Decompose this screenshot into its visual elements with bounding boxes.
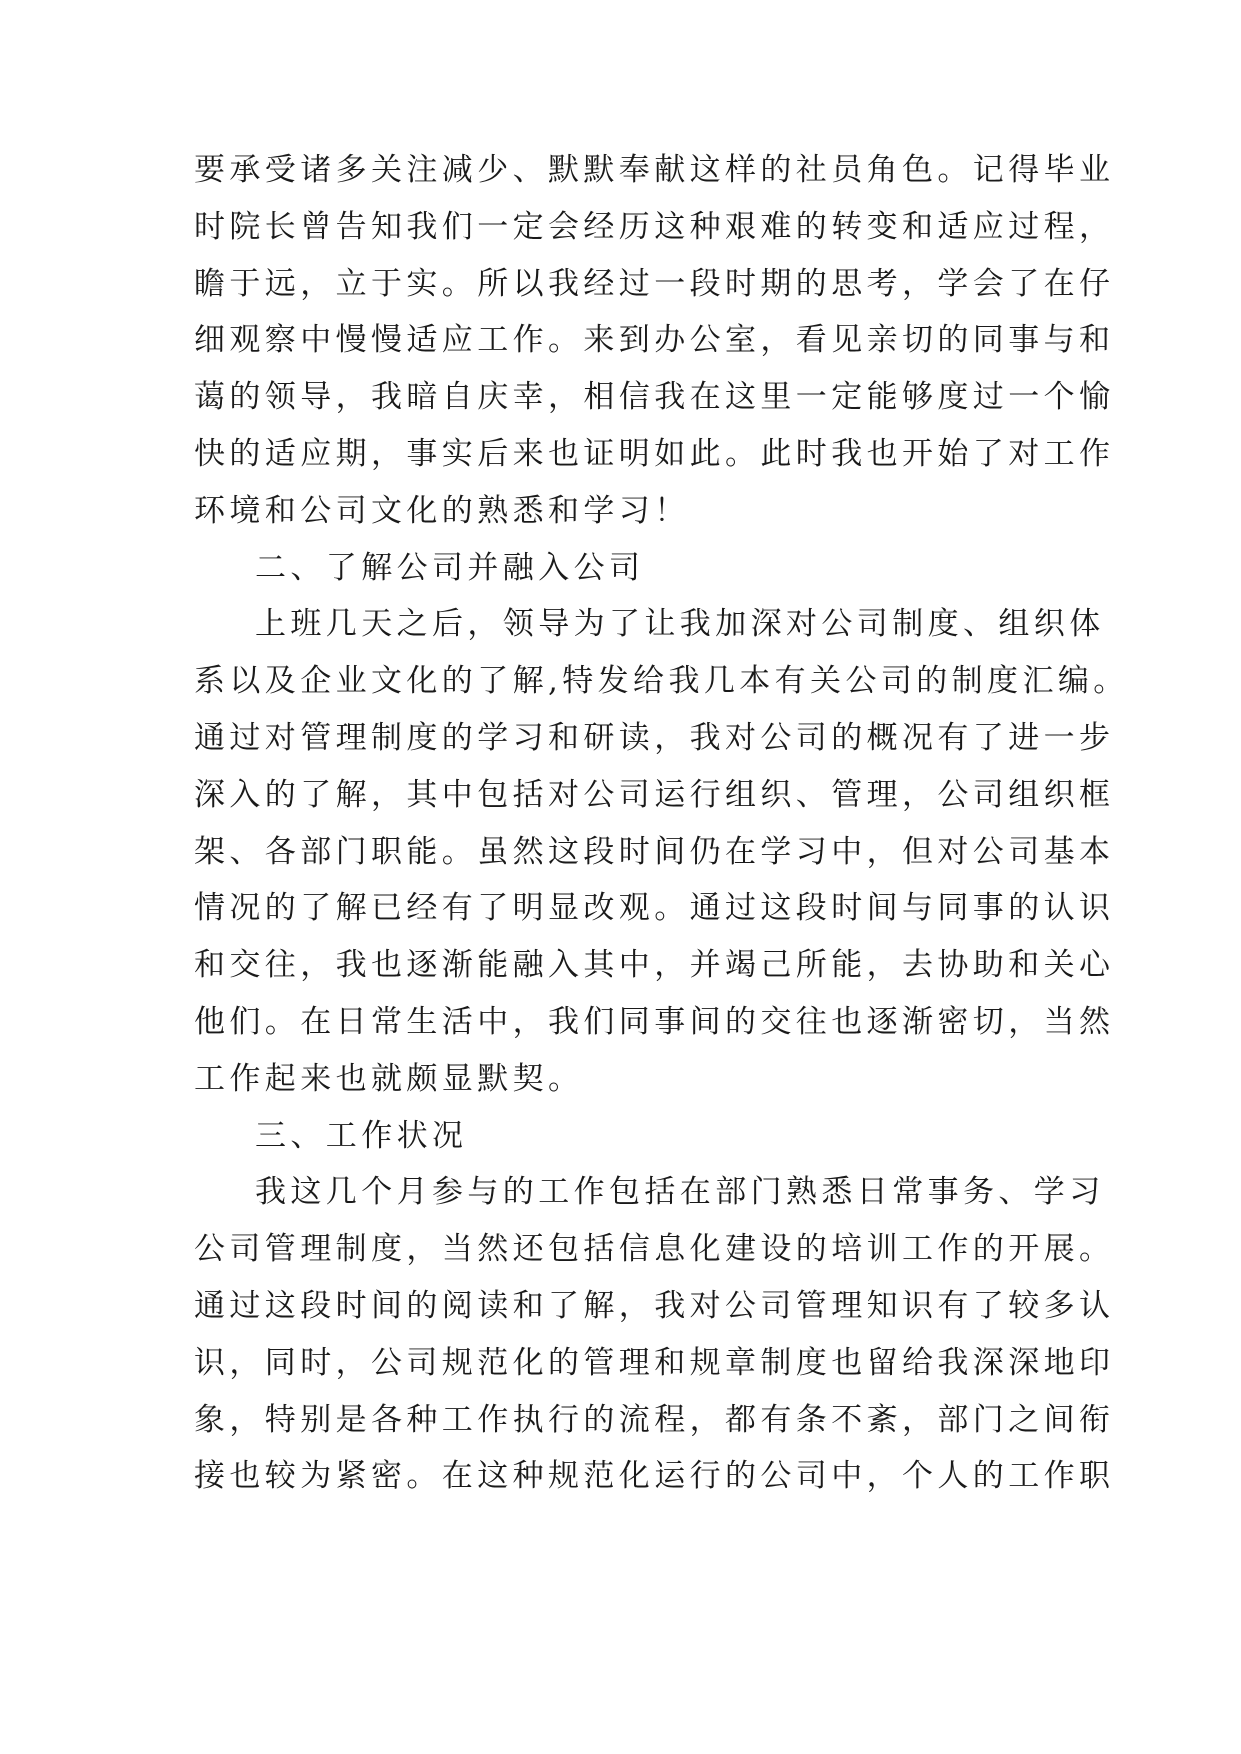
text-line: 快的适应期，事实后来也证明如此。此时我也开始了对工作: [194, 436, 1115, 472]
text-line: 二、了解公司并融入公司: [255, 549, 645, 586]
text-line: 公司管理制度，当然还包括信息化建设的培训工作的开展。: [194, 1231, 1115, 1268]
text-line: 时院长曾告知我们一定会经历这种艰难的转变和适应过程，: [194, 208, 1115, 245]
text-line: 接也较为紧密。在这种规范化运行的公司中，个人的工作职: [194, 1458, 1115, 1495]
text-line: 深入的了解，其中包括对公司运行组织、管理，公司组织框: [194, 776, 1115, 813]
text-line: 细观察中慢慢适应工作。来到办公室，看见亲切的同事与和: [194, 322, 1115, 359]
text-line: 我这几个月参与的工作包括在部门熟悉日常事务、学习: [255, 1174, 1105, 1211]
text-line: 象，特别是各种工作执行的流程，都有条不紊，部门之间衔: [194, 1401, 1115, 1438]
text-line: 上班几天之后，领导为了让我加深对公司制度、组织体: [255, 606, 1105, 643]
text-line: 要承受诸多关注减少、默默奉献这样的社员角色。记得毕业: [194, 152, 1115, 188]
text-line: 系以及企业文化的了解,特发给我几本有关公司的制度汇编。: [194, 663, 1129, 700]
text-line: 情况的了解已经有了明显改观。通过这段时间与同事的认识: [194, 890, 1115, 927]
text-line: 他们。在日常生活中，我们同事间的交往也逐渐密切，当然: [194, 1004, 1115, 1040]
text-line: 三、工作状况: [255, 1117, 468, 1154]
text-line: 瞻于远，立于实。所以我经过一段时期的思考，学会了在仔: [194, 265, 1115, 302]
text-line: 和交往，我也逐渐能融入其中，并竭己所能，去协助和关心: [194, 947, 1115, 984]
text-line: 识，同时，公司规范化的管理和规章制度也留给我深深地印: [194, 1344, 1115, 1381]
text-line: 通过对管理制度的学习和研读，我对公司的概况有了进一步: [194, 720, 1115, 756]
text-line: 工作起来也就颇显默契。: [194, 1060, 584, 1097]
text-line: 蔼的领导，我暗自庆幸，相信我在这里一定能够度过一个愉: [194, 379, 1115, 416]
text-line: 架、各部门职能。虽然这段时间仍在学习中，但对公司基本: [194, 833, 1115, 870]
text-line: 环境和公司文化的熟悉和学习！: [194, 492, 690, 529]
text-line: 通过这段时间的阅读和了解，我对公司管理知识有了较多认: [194, 1288, 1115, 1324]
